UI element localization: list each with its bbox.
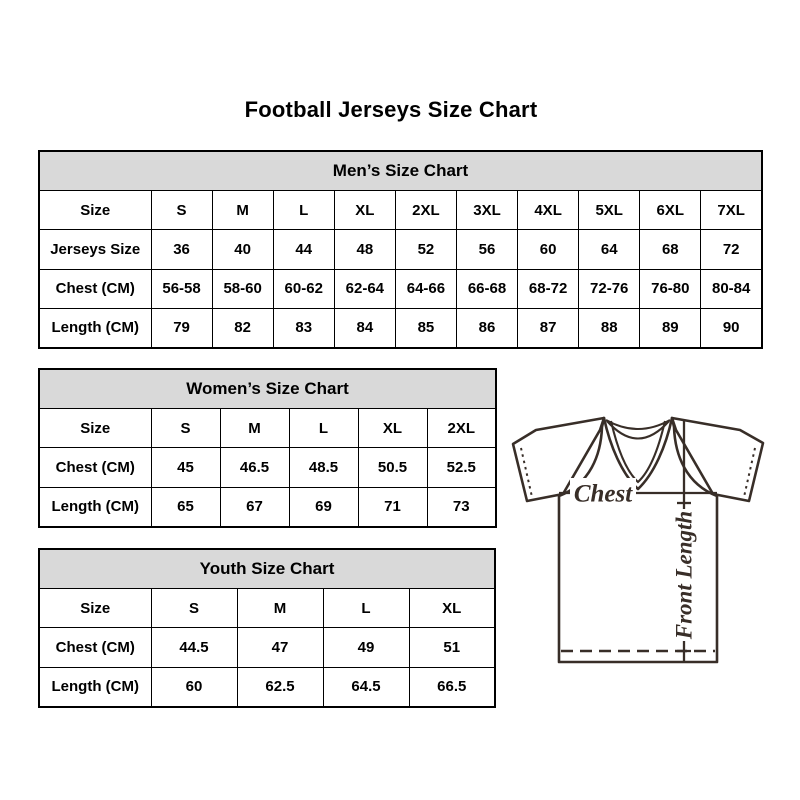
table-row bbox=[39, 191, 762, 230]
page-title: Football Jerseys Size Chart bbox=[244, 97, 538, 122]
value-cell: 83 bbox=[273, 308, 334, 348]
youth-size-chart-title: Youth Size Chart bbox=[39, 549, 495, 589]
value-cell: 64-66 bbox=[395, 269, 456, 308]
table-row bbox=[39, 308, 762, 348]
value-cell: L bbox=[273, 191, 334, 230]
value-cell: 89 bbox=[640, 308, 701, 348]
table-row bbox=[39, 628, 495, 667]
row-label-cell: Length (CM) bbox=[39, 308, 151, 348]
value-cell: 46.5 bbox=[220, 448, 289, 487]
value-cell: 4XL bbox=[518, 191, 579, 230]
value-cell: 60 bbox=[151, 667, 237, 707]
row-label-cell: Chest (CM) bbox=[39, 269, 151, 308]
value-cell: M bbox=[237, 589, 323, 628]
table-title-row bbox=[39, 369, 496, 409]
value-cell: 88 bbox=[579, 308, 640, 348]
row-label-cell: Chest (CM) bbox=[39, 448, 151, 487]
row-label-cell: Size bbox=[39, 409, 151, 448]
value-cell: 79 bbox=[151, 308, 212, 348]
table-row bbox=[39, 230, 762, 269]
value-cell: 52.5 bbox=[427, 448, 496, 487]
value-cell: M bbox=[220, 409, 289, 448]
value-cell: M bbox=[212, 191, 273, 230]
value-cell: 51 bbox=[409, 628, 495, 667]
value-cell: 45 bbox=[151, 448, 220, 487]
value-cell: 48.5 bbox=[289, 448, 358, 487]
value-cell: S bbox=[151, 409, 220, 448]
womens-size-chart-title: Women’s Size Chart bbox=[39, 369, 496, 409]
value-cell: S bbox=[151, 589, 237, 628]
value-cell: 6XL bbox=[640, 191, 701, 230]
value-cell: 58-60 bbox=[212, 269, 273, 308]
value-cell: 62-64 bbox=[334, 269, 395, 308]
value-cell: L bbox=[323, 589, 409, 628]
row-label-cell: Jerseys Size bbox=[39, 230, 151, 269]
value-cell: 2XL bbox=[395, 191, 456, 230]
womens-size-chart-table bbox=[38, 368, 497, 528]
value-cell: 5XL bbox=[579, 191, 640, 230]
value-cell: 86 bbox=[456, 308, 517, 348]
value-cell: L bbox=[289, 409, 358, 448]
value-cell: S bbox=[151, 191, 212, 230]
table-row bbox=[39, 487, 496, 527]
value-cell: 71 bbox=[358, 487, 427, 527]
mens-size-chart-title: Men’s Size Chart bbox=[39, 151, 762, 191]
value-cell: 85 bbox=[395, 308, 456, 348]
youth-size-chart-table bbox=[38, 548, 496, 708]
value-cell: 90 bbox=[701, 308, 762, 348]
row-label-cell: Size bbox=[39, 191, 151, 230]
row-label-cell: Length (CM) bbox=[39, 667, 151, 707]
jersey-measurement-diagram-icon bbox=[500, 400, 800, 680]
value-cell: 44.5 bbox=[151, 628, 237, 667]
value-cell: 44 bbox=[273, 230, 334, 269]
table-row bbox=[39, 448, 496, 487]
value-cell: 65 bbox=[151, 487, 220, 527]
value-cell: 64 bbox=[579, 230, 640, 269]
value-cell: 69 bbox=[289, 487, 358, 527]
value-cell: 67 bbox=[220, 487, 289, 527]
value-cell: 68-72 bbox=[518, 269, 579, 308]
mens-size-chart-table bbox=[38, 150, 763, 349]
value-cell: 66-68 bbox=[456, 269, 517, 308]
value-cell: 49 bbox=[323, 628, 409, 667]
value-cell: 56-58 bbox=[151, 269, 212, 308]
table-row bbox=[39, 269, 762, 308]
value-cell: 60-62 bbox=[273, 269, 334, 308]
table-row bbox=[39, 589, 495, 628]
value-cell: 2XL bbox=[427, 409, 496, 448]
front-length-label: Front Length bbox=[671, 510, 697, 640]
value-cell: 84 bbox=[334, 308, 395, 348]
value-cell: 72 bbox=[701, 230, 762, 269]
value-cell: 80-84 bbox=[701, 269, 762, 308]
value-cell: 52 bbox=[395, 230, 456, 269]
table-title-row bbox=[39, 151, 762, 191]
value-cell: 60 bbox=[518, 230, 579, 269]
jersey-collar-back-line bbox=[606, 420, 670, 429]
value-cell: 62.5 bbox=[237, 667, 323, 707]
table-title-row bbox=[39, 549, 495, 589]
value-cell: 48 bbox=[334, 230, 395, 269]
table-row bbox=[39, 667, 495, 707]
value-cell: 40 bbox=[212, 230, 273, 269]
value-cell: 76-80 bbox=[640, 269, 701, 308]
value-cell: 82 bbox=[212, 308, 273, 348]
value-cell: 36 bbox=[151, 230, 212, 269]
value-cell: XL bbox=[334, 191, 395, 230]
value-cell: 66.5 bbox=[409, 667, 495, 707]
value-cell: 47 bbox=[237, 628, 323, 667]
value-cell: 3XL bbox=[456, 191, 517, 230]
value-cell: XL bbox=[358, 409, 427, 448]
value-cell: 50.5 bbox=[358, 448, 427, 487]
value-cell: 72-76 bbox=[579, 269, 640, 308]
value-cell: 68 bbox=[640, 230, 701, 269]
value-cell: 56 bbox=[456, 230, 517, 269]
value-cell: 7XL bbox=[701, 191, 762, 230]
value-cell: 73 bbox=[427, 487, 496, 527]
value-cell: 87 bbox=[518, 308, 579, 348]
value-cell: XL bbox=[409, 589, 495, 628]
chest-label: Chest bbox=[573, 480, 633, 508]
row-label-cell: Length (CM) bbox=[39, 487, 151, 527]
value-cell: 64.5 bbox=[323, 667, 409, 707]
row-label-cell: Chest (CM) bbox=[39, 628, 151, 667]
row-label-cell: Size bbox=[39, 589, 151, 628]
table-row bbox=[39, 409, 496, 448]
